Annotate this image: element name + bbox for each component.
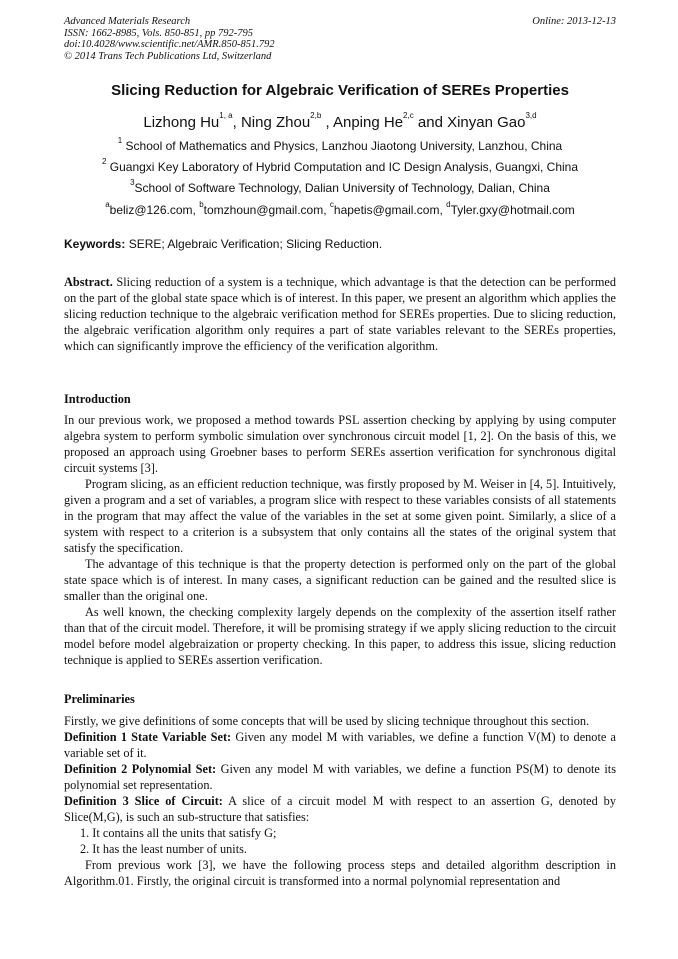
affiliation-sup: 3 bbox=[130, 178, 135, 187]
keywords bbox=[64, 237, 616, 251]
author-name: Ning Zhou bbox=[240, 114, 311, 131]
paragraph: The advantage of this technique is that the property detection is performed only on the part of the global state space which is of interest. In many cases, a significant reduction can be gained and the resulted slice is smaller than the original one. bbox=[64, 557, 616, 603]
preliminaries-body bbox=[64, 713, 616, 889]
section-heading-preliminaries: Preliminaries bbox=[64, 692, 135, 706]
email[interactable]: Tyler.gxy@hotmail.com bbox=[450, 203, 575, 217]
abstract-label: Abstract. bbox=[64, 275, 113, 289]
issn: ISSN: 1662-8985, Vols. 850-851, pp 792-795 bbox=[64, 27, 253, 39]
journal-name: Advanced Materials Research bbox=[64, 16, 191, 27]
email-sup: b bbox=[199, 200, 204, 209]
affiliation bbox=[64, 178, 616, 195]
abstract-text: Slicing reduction of a system is a technique, which advantage is that the detection can be performed on the part of the global state space which is of interest. In this paper, we present an algorithm which applies the slicing reduction technique to the algebraic verification method for SEREs properties. Due to slicing reduction, the algebraic verification algorithm only requires a part of state variables relevant to the SEREs properties, which can significantly improve the efficiency of the verification algorithm. bbox=[64, 275, 616, 353]
author-sep: , bbox=[232, 114, 241, 131]
abstract bbox=[64, 274, 616, 354]
section-heading-introduction: Introduction bbox=[64, 392, 131, 406]
paragraph: From previous work [3], we have the following process steps and detailed algorithm description in Algorithm.01. Firstly, the original circuit is transformed into a normal polynomial representation and bbox=[64, 858, 616, 888]
paragraph: Firstly, we give definitions of some concepts that will be used by slicing technique throughout this section. bbox=[64, 714, 590, 728]
paragraph: In our previous work, we proposed a method towards PSL assertion checking by applying by using computer algebra system to perform symbolic simulation over synchronous circuit model [1, 2]. On the basis of this, we proposed an approach using Groebner bases to perform SEREs assertion verification for synchronous digital circuit systems [3]. bbox=[64, 413, 616, 475]
email[interactable]: tomzhoun@gmail.com bbox=[203, 203, 324, 217]
online-date: Online: 2013-12-13 bbox=[532, 16, 616, 27]
author-sep: , bbox=[321, 114, 333, 131]
author-name: Xinyan Gao bbox=[447, 114, 526, 131]
email-sup: a bbox=[105, 200, 110, 209]
author-sup: 2,b bbox=[310, 111, 322, 120]
email-sup: d bbox=[446, 200, 451, 209]
definition-label: Definition 2 Polynomial Set: bbox=[64, 762, 217, 776]
affiliation-text: School of Mathematics and Physics, Lanzhou Jiaotong University, Lanzhou, China bbox=[122, 139, 563, 153]
author-sup: 3,d bbox=[525, 111, 537, 120]
journal-header bbox=[64, 16, 616, 62]
affiliation-sup: 1 bbox=[117, 136, 123, 145]
author-name: Anping He bbox=[332, 114, 404, 131]
email-sup: c bbox=[329, 200, 334, 209]
doi: doi:10.4028/www.scientific.net/AMR.850-851.792 bbox=[64, 39, 275, 50]
affiliation bbox=[64, 157, 616, 174]
definition-label: Definition 3 Slice of Circuit: bbox=[64, 794, 223, 808]
definition-text: Given any model M with variables, we define a function V(M) to denote a variable set of it. bbox=[64, 730, 616, 760]
definition-text: Given any model M with variables, we define a function PS(M) to denote its polynomial set representation. bbox=[64, 762, 616, 792]
author-sup: 2,c bbox=[403, 111, 414, 120]
affiliation-text: Guangxi Key Laboratory of Hybrid Computation and IC Design Analysis, Guangxi, China bbox=[106, 160, 579, 174]
email-line: $^a$beliz@126.com, $^b$tomzhoun@gmail.com, $^c$hapetis@gmail.com, $^d$Tyler.gxy@hotmail.com bbox=[105, 200, 575, 217]
keywords-text: SERE; Algebraic Verification; Slicing Reduction. bbox=[125, 237, 383, 251]
paragraph: Program slicing, as an efficient reduction technique, was firstly proposed by M. Weiser in [4, 5]. Intuitively, given a program and a set of variables, a program slice with respect to these variables consists of all statements in the program that may affect the value of the variables in the set at some given point. Similarly, a slice of a system with respect to a criterion is a subsystem that only contains all the states of the original system that satisfy the specification. bbox=[64, 477, 616, 555]
email[interactable]: hapetis@gmail.com bbox=[333, 203, 440, 217]
list-item: 2. It has the least number of units. bbox=[80, 842, 247, 856]
paragraph: As well known, the checking complexity largely depends on the complexity of the assertion itself rather than that of the circuit model. Therefore, it will be promising strategy if we apply slicing reduction to the circuit model before model algebraization or property checking. In this paper, to address this issue, slicing reduction technique is applied to SEREs assertion verification. bbox=[64, 605, 616, 667]
keywords-label: Keywords: bbox=[64, 237, 126, 251]
author-list bbox=[64, 111, 616, 131]
definition bbox=[64, 793, 616, 825]
author-sep: and bbox=[413, 114, 448, 131]
affiliation-text: School of Software Technology, Dalian University of Technology, Dalian, China bbox=[134, 181, 550, 195]
introduction-body bbox=[64, 412, 616, 668]
copyright: © 2014 Trans Tech Publications Ltd, Switzerland bbox=[64, 50, 272, 62]
affiliation-sup: 2 bbox=[101, 157, 107, 166]
definition-text: A slice of a circuit model M with respect to an assertion G, denoted by Slice(M,G), is such an sub-structure that satisfies: bbox=[64, 794, 616, 824]
author-name: Lizhong Hu bbox=[143, 114, 220, 131]
author-sup: 1, a bbox=[219, 111, 233, 120]
definition bbox=[64, 729, 616, 761]
affiliation bbox=[64, 136, 616, 153]
list-item: 1. It contains all the units that satisfy G; bbox=[80, 826, 277, 840]
email[interactable]: beliz@126.com bbox=[109, 203, 193, 217]
definition bbox=[64, 761, 616, 793]
definition-label: Definition 1 State Variable Set: bbox=[64, 730, 232, 744]
paper-title: Slicing Reduction for Algebraic Verification of SEREs Properties bbox=[111, 82, 569, 99]
